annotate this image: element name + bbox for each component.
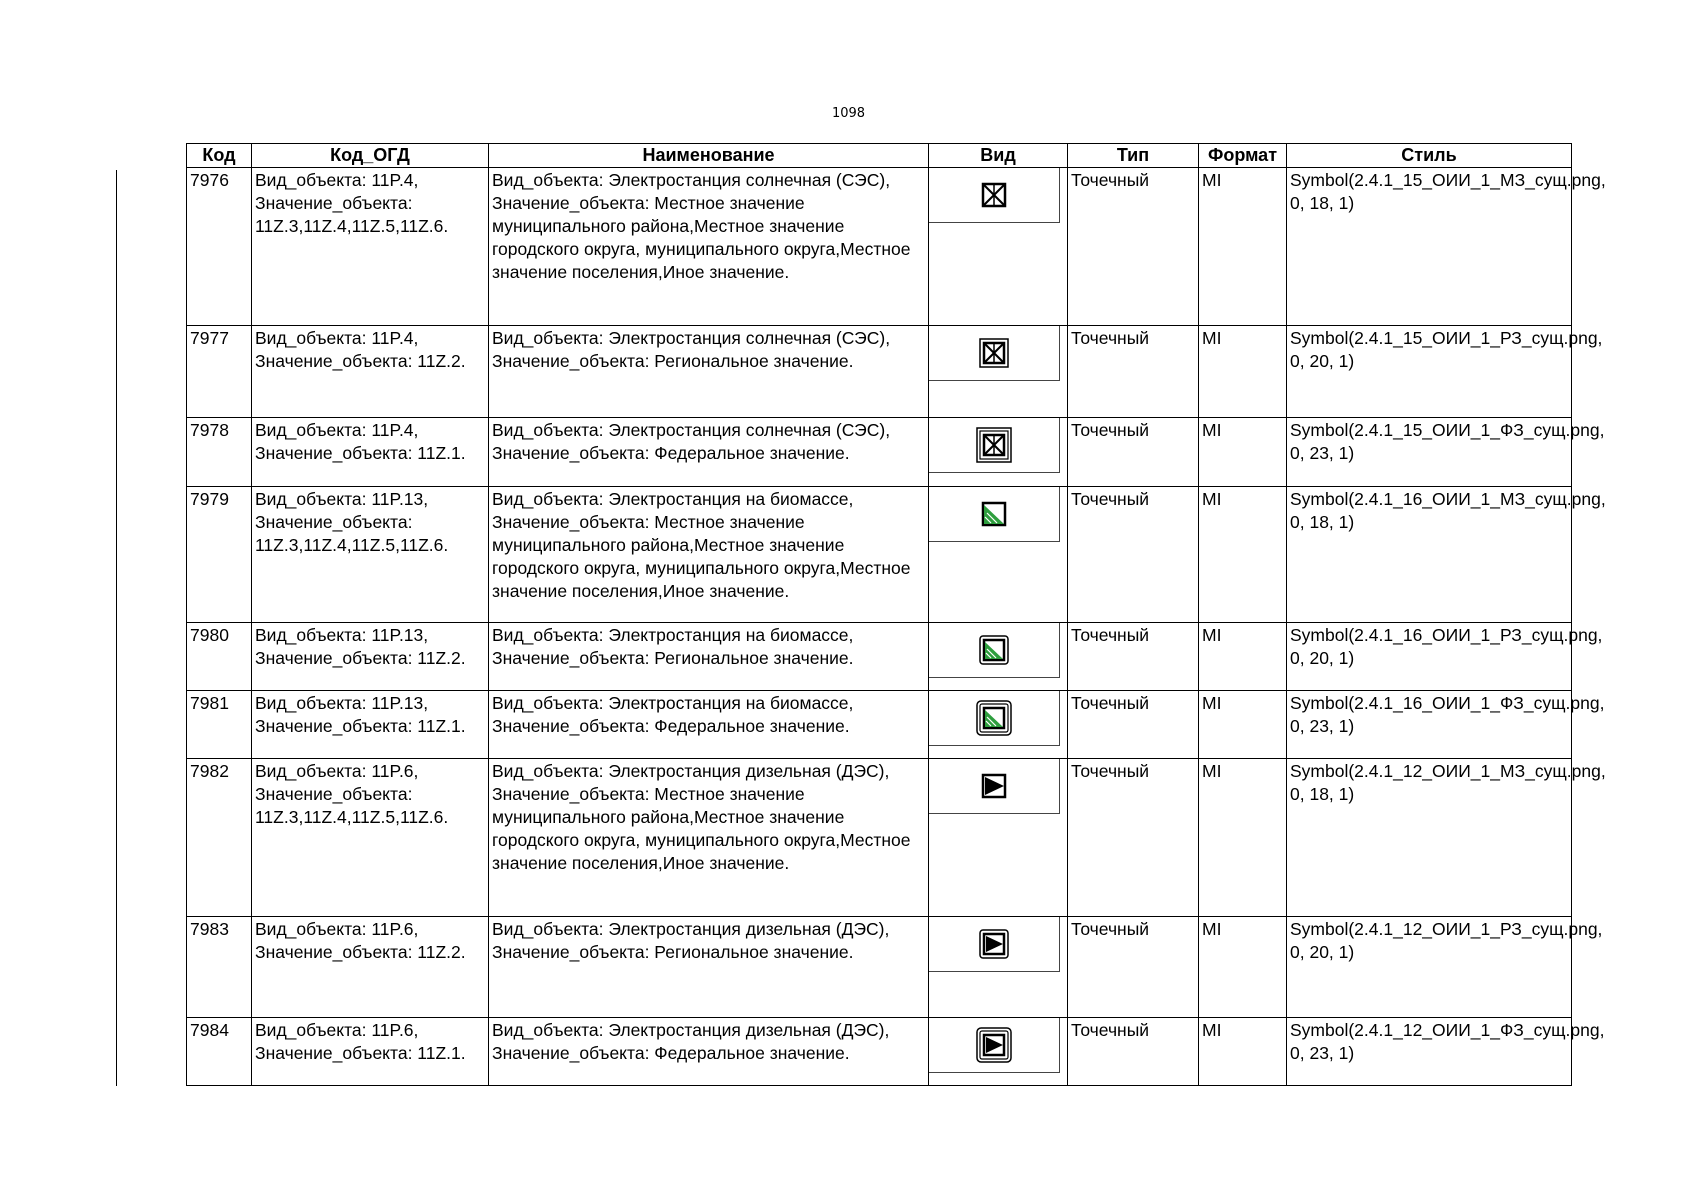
cell-format: MI: [1199, 917, 1287, 1018]
table-row: [187, 487, 1572, 623]
cell-ogd: Вид_объекта: 11P.6, Значение_объекта: 11Z.2.: [252, 917, 489, 1018]
biomass-station-federal-icon: [975, 699, 1013, 737]
column-header-style: Стиль: [1287, 144, 1572, 168]
table-row: [187, 168, 1572, 326]
symbol-frame: [929, 1018, 1060, 1073]
cell-type: Точечный: [1068, 168, 1199, 326]
symbol-frame: [929, 326, 1060, 381]
cell-style: Symbol(2.4.1_12_ОИИ_1_МЗ_сущ.png, 0, 18, 1): [1287, 759, 1572, 917]
cell-ogd: Вид_объекта: 11P.6, Значение_объекта: 11Z.1.: [252, 1018, 489, 1086]
biomass-station-local-icon: [979, 499, 1009, 529]
cell-style: Symbol(2.4.1_16_ОИИ_1_МЗ_сущ.png, 0, 18, 1): [1287, 487, 1572, 623]
cell-code: 7977: [187, 326, 252, 418]
symbol-frame: [929, 418, 1060, 473]
cell-format: MI: [1199, 759, 1287, 917]
cell-view: [929, 168, 1068, 326]
cell-style: Symbol(2.4.1_16_ОИИ_1_РЗ_сущ.png, 0, 20, 1): [1287, 623, 1572, 691]
table-row: [187, 759, 1572, 917]
cell-type: Точечный: [1068, 1018, 1199, 1086]
cell-ogd: Вид_объекта: 11P.6, Значение_объекта: 11Z.3,11Z.4,11Z.5,11Z.6.: [252, 759, 489, 917]
symbol-frame: [929, 623, 1060, 678]
cell-view: [929, 623, 1068, 691]
cell-format: MI: [1199, 691, 1287, 759]
cell-type: Точечный: [1068, 759, 1199, 917]
cell-ogd: Вид_объекта: 11P.13, Значение_объекта: 11Z.1.: [252, 691, 489, 759]
cell-name: Вид_объекта: Электростанция солнечная (СЭС), Значение_объекта: Местное значение муниципального района,Местное значение городского округа, муниципального округа,Местное значение поселения,Иное значение.: [489, 168, 929, 326]
solar-station-federal-icon: [975, 426, 1013, 464]
cell-style: Symbol(2.4.1_15_ОИИ_1_ФЗ_сущ.png, 0, 23, 1): [1287, 418, 1572, 487]
cell-style: Symbol(2.4.1_15_ОИИ_1_МЗ_сущ.png, 0, 18, 1): [1287, 168, 1572, 326]
biomass-station-regional-icon: [977, 633, 1011, 667]
table-row: [187, 623, 1572, 691]
cell-name: Вид_объекта: Электростанция на биомассе, Значение_объекта: Местное значение муниципального района,Местное значение городского округа, муниципального округа,Местное значение поселения,Иное значение.: [489, 487, 929, 623]
cell-name: Вид_объекта: Электростанция солнечная (СЭС), Значение_объекта: Региональное значение.: [489, 326, 929, 418]
cell-ogd: Вид_объекта: 11P.4, Значение_объекта: 11Z.3,11Z.4,11Z.5,11Z.6.: [252, 168, 489, 326]
diesel-station-federal-icon: [975, 1026, 1013, 1064]
cell-code: 7976: [187, 168, 252, 326]
cell-name: Вид_объекта: Электростанция дизельная (ДЭС), Значение_объекта: Региональное значение.: [489, 917, 929, 1018]
symbol-frame: [929, 917, 1060, 972]
symbol-frame: [929, 487, 1060, 542]
cell-name: Вид_объекта: Электростанция дизельная (ДЭС), Значение_объекта: Федеральное значение.: [489, 1018, 929, 1086]
cell-code: 7981: [187, 691, 252, 759]
cell-code: 7984: [187, 1018, 252, 1086]
cell-ogd: Вид_объекта: 11P.13, Значение_объекта: 11Z.3,11Z.4,11Z.5,11Z.6.: [252, 487, 489, 623]
cell-view: [929, 917, 1068, 1018]
cell-name: Вид_объекта: Электростанция на биомассе, Значение_объекта: Федеральное значение.: [489, 691, 929, 759]
cell-view: [929, 418, 1068, 487]
cell-view: [929, 1018, 1068, 1086]
cell-type: Точечный: [1068, 418, 1199, 487]
cell-ogd: Вид_объекта: 11P.4, Значение_объекта: 11Z.2.: [252, 326, 489, 418]
cell-code: 7980: [187, 623, 252, 691]
cell-name: Вид_объекта: Электростанция дизельная (ДЭС), Значение_объекта: Местное значение муниципального района,Местное значение городского округа, муниципального округа,Местное значение поселения,Иное значение.: [489, 759, 929, 917]
cell-format: MI: [1199, 623, 1287, 691]
solar-station-local-icon: [979, 180, 1009, 210]
cell-format: MI: [1199, 1018, 1287, 1086]
column-header-name: Наименование: [489, 144, 929, 168]
cell-format: MI: [1199, 326, 1287, 418]
diesel-station-regional-icon: [977, 927, 1011, 961]
legend-table: [186, 143, 1606, 1086]
table-row: [187, 1018, 1572, 1086]
cell-type: Точечный: [1068, 691, 1199, 759]
cell-type: Точечный: [1068, 917, 1199, 1018]
cell-type: Точечный: [1068, 326, 1199, 418]
cell-type: Точечный: [1068, 487, 1199, 623]
cell-code: 7978: [187, 418, 252, 487]
column-header-ogd: Код_ОГД: [252, 144, 489, 168]
cell-style: Symbol(2.4.1_16_ОИИ_1_ФЗ_сущ.png, 0, 23, 1): [1287, 691, 1572, 759]
cell-style: Symbol(2.4.1_15_ОИИ_1_РЗ_сущ.png, 0, 20, 1): [1287, 326, 1572, 418]
column-header-view: Вид: [929, 144, 1068, 168]
cell-ogd: Вид_объекта: 11P.13, Значение_объекта: 11Z.2.: [252, 623, 489, 691]
cell-name: Вид_объекта: Электростанция на биомассе, Значение_объекта: Региональное значение.: [489, 623, 929, 691]
symbol-frame: [929, 168, 1060, 223]
column-header-code: Код: [187, 144, 252, 168]
cell-ogd: Вид_объекта: 11P.4, Значение_объекта: 11Z.1.: [252, 418, 489, 487]
cell-code: 7982: [187, 759, 252, 917]
symbol-frame: [929, 759, 1060, 814]
table-row: [187, 326, 1572, 418]
table-row: [187, 691, 1572, 759]
cell-code: 7979: [187, 487, 252, 623]
cell-format: MI: [1199, 487, 1287, 623]
cell-format: MI: [1199, 418, 1287, 487]
column-header-format: Формат: [1199, 144, 1287, 168]
table-row: [187, 418, 1572, 487]
cell-name: Вид_объекта: Электростанция солнечная (СЭС), Значение_объекта: Федеральное значение.: [489, 418, 929, 487]
margin-rule: [116, 170, 117, 1086]
cell-code: 7983: [187, 917, 252, 1018]
diesel-station-local-icon: [979, 771, 1009, 801]
cell-format: MI: [1199, 168, 1287, 326]
cell-type: Точечный: [1068, 623, 1199, 691]
symbol-frame: [929, 691, 1060, 746]
table-row: [187, 917, 1572, 1018]
solar-station-regional-icon: [977, 336, 1011, 370]
cell-view: [929, 487, 1068, 623]
table-header-row: [187, 144, 1572, 168]
cell-style: Symbol(2.4.1_12_ОИИ_1_РЗ_сущ.png, 0, 20, 1): [1287, 917, 1572, 1018]
page-number: 1098: [831, 106, 866, 121]
cell-view: [929, 759, 1068, 917]
column-header-type: Тип: [1068, 144, 1199, 168]
cell-view: [929, 326, 1068, 418]
cell-view: [929, 691, 1068, 759]
cell-style: Symbol(2.4.1_12_ОИИ_1_ФЗ_сущ.png, 0, 23, 1): [1287, 1018, 1572, 1086]
